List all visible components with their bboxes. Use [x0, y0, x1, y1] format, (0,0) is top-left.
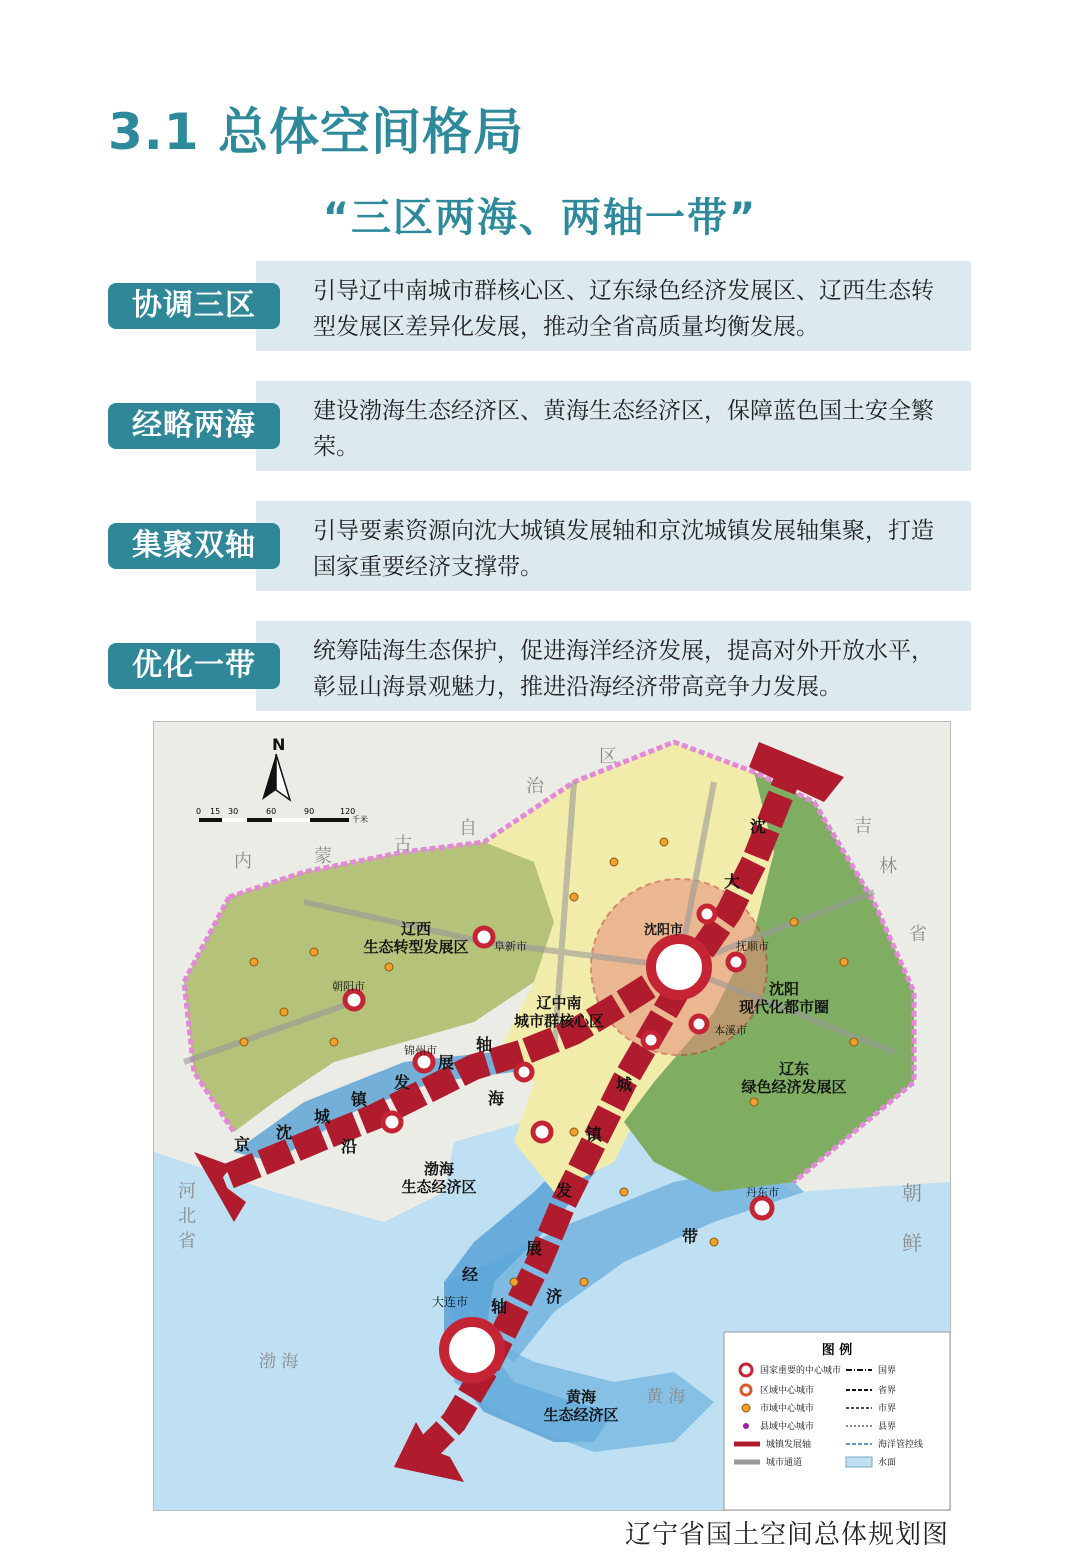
svg-text:省: 省: [178, 1231, 196, 1252]
svg-text:本溪市: 本溪市: [714, 1024, 747, 1037]
scale-tick: 120: [340, 807, 356, 816]
svg-text:城市群核心区: 城市群核心区: [513, 1012, 605, 1030]
svg-text:沈: 沈: [275, 1123, 293, 1142]
svg-text:辽东: 辽东: [778, 1060, 810, 1078]
legend-item: 区域中心城市: [760, 1386, 815, 1396]
svg-text:吉: 吉: [854, 816, 872, 837]
planning-map-svg: [154, 722, 950, 1510]
legend-item: 市界: [878, 1404, 897, 1414]
map-caption: 辽宁省国土空间总体规划图: [624, 1520, 949, 1550]
legend-item: 县域中心城市: [760, 1422, 815, 1432]
svg-text:生态经济区: 生态经济区: [543, 1406, 619, 1424]
section-tag: 优化一带: [108, 643, 280, 689]
svg-text:镇: 镇: [350, 1090, 368, 1109]
legend-item: 国界: [878, 1366, 897, 1376]
north-label: N: [272, 735, 286, 754]
svg-text:大连市: 大连市: [432, 1295, 469, 1309]
svg-text:治: 治: [526, 776, 544, 797]
svg-text:济: 济: [545, 1287, 563, 1306]
dalian-center-marker: [444, 1322, 500, 1378]
section-text: 统筹陆海生态保护，促进海洋经济发展，提高对外开放水平，彰显山海景观魅力，推进沿海经济带高竞争力发展。: [313, 638, 934, 700]
svg-text:展: 展: [525, 1239, 543, 1258]
legend-item: 水面: [878, 1458, 897, 1468]
svg-text:轴: 轴: [475, 1035, 493, 1054]
svg-text:古: 古: [394, 834, 412, 855]
legend-title: 图 例: [821, 1343, 853, 1358]
svg-text:大: 大: [723, 872, 741, 891]
svg-text:蒙: 蒙: [314, 846, 332, 867]
scale-unit: 千米: [352, 815, 368, 824]
svg-text:省: 省: [909, 924, 927, 945]
svg-text:黄 海: 黄 海: [646, 1387, 686, 1407]
svg-text:渤海: 渤海: [423, 1160, 455, 1178]
svg-text:锦州市: 锦州市: [404, 1044, 437, 1057]
page-subtitle: “三区两海、两轴一带”: [322, 195, 758, 241]
legend-item: 省界: [878, 1386, 897, 1396]
svg-text:沿: 沿: [340, 1137, 358, 1156]
svg-text:林: 林: [879, 856, 897, 877]
svg-text:轴: 轴: [490, 1297, 508, 1316]
svg-text:绿色经济发展区: 绿色经济发展区: [741, 1078, 847, 1096]
legend-item: 国家重要的中心城市: [760, 1366, 842, 1376]
svg-text:城: 城: [313, 1107, 331, 1126]
svg-text:带: 带: [681, 1227, 699, 1246]
legend-item: 城镇发展轴: [766, 1440, 812, 1450]
section-one-belt: [108, 621, 971, 711]
planning-map: [153, 721, 951, 1511]
svg-text:阜新市: 阜新市: [494, 940, 527, 953]
svg-text:自: 自: [459, 818, 477, 839]
section-text: 引导辽中南城市群核心区、辽东绿色经济发展区、辽西生态转型发展区差异化发展，推动全省高质量均衡发展。: [313, 278, 934, 340]
svg-text:现代化都市圈: 现代化都市圈: [738, 998, 830, 1016]
section-text: 引导要素资源向沈大城镇发展轴和京沈城镇发展轴集聚，打造国家重要经济支撑带。: [313, 518, 934, 580]
svg-text:河: 河: [178, 1181, 196, 1202]
scale-tick: 90: [304, 807, 315, 816]
svg-text:抚顺市: 抚顺市: [736, 940, 769, 953]
svg-text:京: 京: [233, 1135, 251, 1154]
svg-text:沈: 沈: [749, 817, 767, 836]
section-tag: 经略两海: [108, 403, 280, 449]
scale-tick: 60: [266, 807, 277, 816]
scale-tick: 0: [196, 807, 202, 816]
legend-item: 县界: [878, 1422, 897, 1432]
svg-text:渤 海: 渤 海: [259, 1352, 299, 1372]
svg-text:辽中南: 辽中南: [536, 994, 582, 1012]
svg-text:朝: 朝: [902, 1181, 922, 1205]
svg-text:发: 发: [393, 1073, 411, 1092]
section-tag: 协调三区: [108, 283, 280, 329]
svg-text:丹东市: 丹东市: [746, 1186, 779, 1199]
section-coordinate-three-zones: [108, 261, 971, 351]
svg-text:内: 内: [234, 851, 252, 872]
svg-text:城: 城: [615, 1075, 633, 1094]
legend-item: 城市通道: [766, 1458, 803, 1468]
map-legend: [724, 1332, 950, 1510]
page-title: 3.1 总体空间格局: [108, 103, 524, 161]
shenyang-center-marker: [651, 939, 707, 995]
svg-text:区: 区: [599, 746, 617, 767]
section-text: 建设渤海生态经济区、黄海生态经济区，保障蓝色国土安全繁荣。: [313, 398, 934, 460]
svg-text:黄海: 黄海: [565, 1388, 597, 1406]
svg-text:北: 北: [178, 1206, 196, 1227]
scale-tick: 30: [228, 807, 239, 816]
svg-text:生态经济区: 生态经济区: [401, 1178, 477, 1196]
scale-tick: 15: [210, 807, 221, 816]
legend-item: 市域中心城市: [760, 1404, 815, 1414]
svg-text:沈阳: 沈阳: [768, 980, 800, 998]
section-tag: 集聚双轴: [108, 523, 280, 569]
svg-text:生态转型发展区: 生态转型发展区: [363, 938, 469, 956]
svg-text:发: 发: [555, 1181, 573, 1200]
svg-text:镇: 镇: [585, 1125, 603, 1144]
section-two-seas: [108, 381, 971, 471]
svg-text:经: 经: [461, 1265, 479, 1284]
legend-item: 海洋管控线: [878, 1440, 924, 1450]
svg-text:辽西: 辽西: [400, 920, 432, 938]
svg-text:展: 展: [437, 1053, 455, 1072]
section-dual-axes: [108, 501, 971, 591]
svg-text:海: 海: [487, 1089, 505, 1108]
svg-text:朝阳市: 朝阳市: [332, 980, 365, 993]
svg-text:鲜: 鲜: [902, 1231, 922, 1255]
svg-text:沈阳市: 沈阳市: [644, 923, 684, 938]
